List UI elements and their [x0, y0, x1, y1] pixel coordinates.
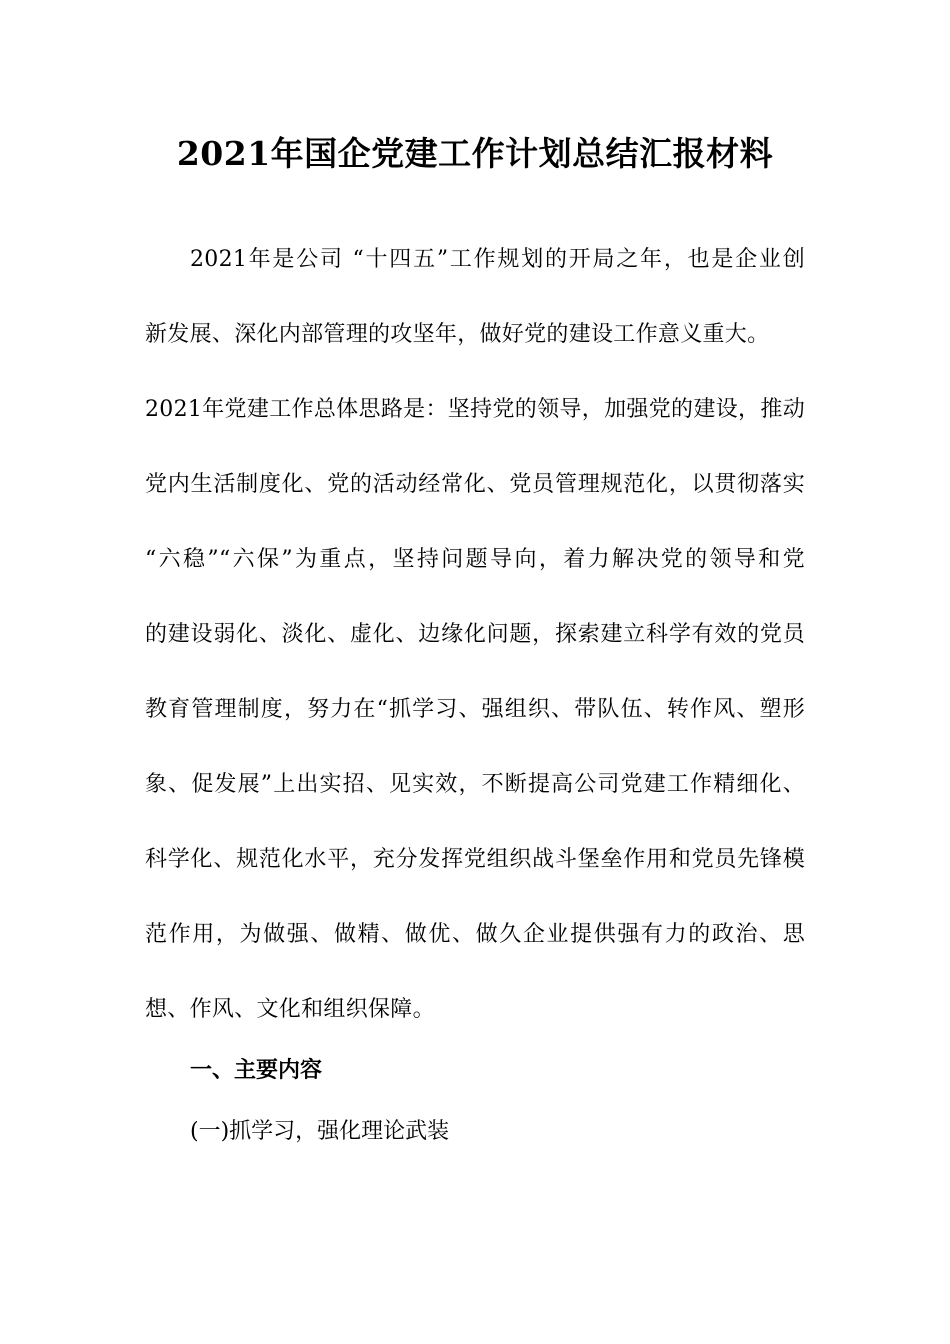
paragraph-line-1: 2021年是公司 “十四五”工作规划的开局之年，也是企业创 [190, 247, 805, 272]
paragraph-line-5: “六稳”“六保”为重点，坚持问题导向，着力解决党的领导和党 [145, 547, 805, 572]
subsection-heading: (一)抓学习，强化理论武装 [190, 1119, 450, 1144]
paragraph-line-10: 范作用，为做强、做精、做优、做久企业提供强有力的政治、思 [145, 922, 805, 947]
paragraph-line-7: 教育管理制度，努力在“抓学习、强组织、带队伍、转作风、塑形 [145, 697, 805, 722]
paragraph-line-3: 2021年党建工作总体思路是：坚持党的领导，加强党的建设，推动 [145, 397, 805, 422]
paragraph-line-4: 党内生活制度化、党的活动经常化、党员管理规范化，以贯彻落实 [145, 472, 805, 497]
section-heading: 一、主要内容 [190, 1057, 323, 1083]
paragraph-line-8: 象、促发展”上出实招、见实效，不断提高公司党建工作精细化、 [145, 772, 805, 797]
paragraph-line-2: 新发展、深化内部管理的攻坚年，做好党的建设工作意义重大。 [145, 322, 770, 347]
paragraph-line-11: 想、作风、文化和组织保障。 [145, 997, 435, 1022]
paragraph-line-6: 的建设弱化、淡化、虚化、边缘化问题，探索建立科学有效的党员 [145, 622, 805, 647]
paragraph-line-9: 科学化、规范化水平，充分发挥党组织战斗堡垒作用和党员先锋模 [145, 847, 805, 872]
document-title: 2021年国企党建工作计划总结汇报材料 [176, 134, 774, 173]
